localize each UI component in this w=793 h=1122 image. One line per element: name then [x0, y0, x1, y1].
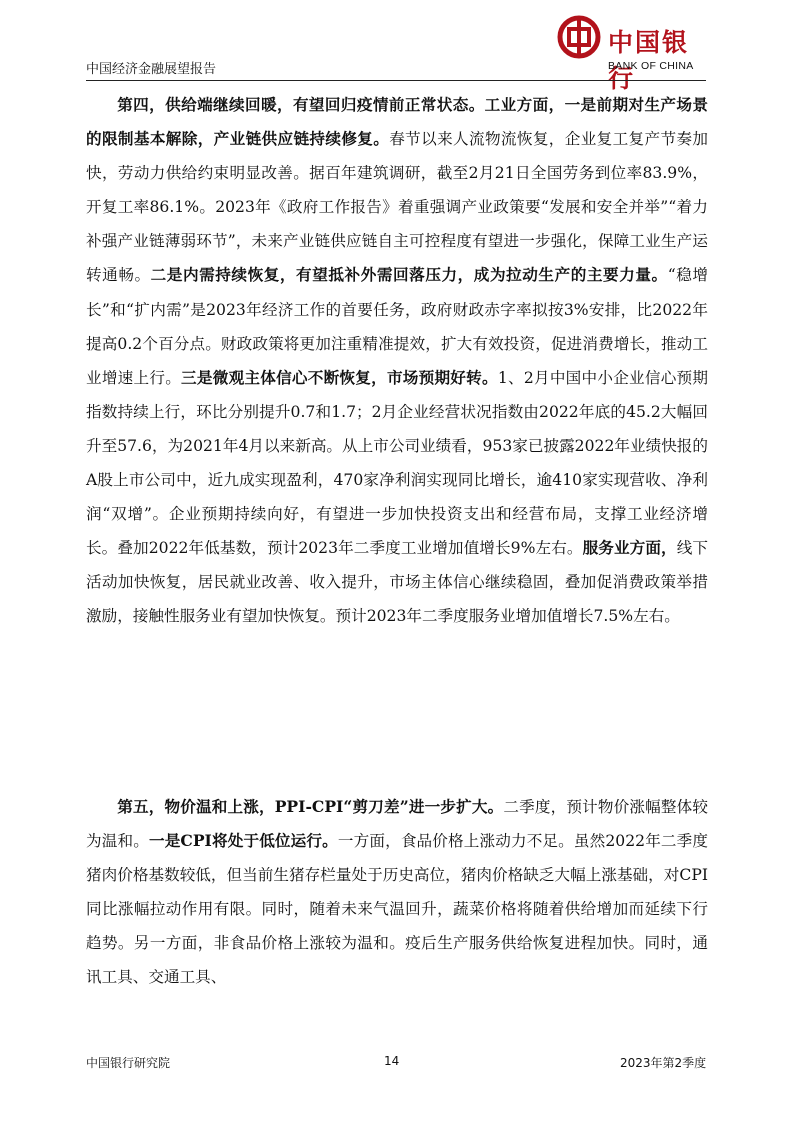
bank-logo [556, 14, 708, 93]
text-span: 线下活动加快恢复，居民就业改善、收入提升，市场主体信心继续稳固，叠加促消费政策举措激励，接触性服务业有望加快恢复。预计2023年二季度服务业增加值增长7.5%左右。 [86, 539, 708, 626]
report-title: 中国经济金融展望报告 [86, 62, 217, 77]
paragraph-prices [86, 790, 708, 995]
text-span: 1、2月中国中小企业信心预期指数持续上行，环比分别提升0.7和1.7；2月企业经营状况指数由2022年底的45.2大幅回升至57.6，为2021年4月以来新高。从上市公司业绩看，953家已披露2022年业绩快报的A股上市公司中，近九成实现盈利，470家净利润实现同比增长，逾410家实现营收、净利润“双增”。企业预期持续向好，有望进一步加快投资支出和经营布局，支撑工业经济增长。叠加2022年低基数，预计2023年二季度工业增加值增长9%左右。 [86, 368, 708, 558]
text-span-bold: 第五，物价温和上涨，PPI-CPI“剪刀差”进一步扩大。 [117, 797, 504, 816]
header-divider [86, 80, 706, 81]
bank-of-china-emblem-icon [556, 14, 602, 60]
text-span-bold: 二是内需持续恢复，有望抵补外需回落压力，成为拉动生产的主要力量。 [150, 265, 668, 285]
page-number: 14 [384, 1054, 400, 1068]
text-span-bold: 一是CPI将处于低位运行。 [148, 831, 338, 851]
text-span-bold: 三是微观主体信心不断恢复，市场预期好转。 [181, 367, 498, 387]
logo-english-name: BANK OF CHINA [608, 60, 694, 72]
text-span: 二季度，预计物价涨幅整体较为温和。 [86, 798, 708, 851]
logo-chinese-name: 中国银行 [608, 28, 690, 93]
text-span-bold: 服务业方面， [582, 538, 677, 558]
text-span: “稳增长”和“扩内需”是2023年经济工作的首要任务，政府财政赤字率拟按3%安排，比2022年提高0.2个百分点。财政政策将更加注重精准提效，扩大有效投资，促进消费增长，推动工业增速上行。 [86, 266, 708, 387]
paragraph-supply-side [86, 88, 708, 634]
footer-org: 中国银行研究院 [86, 1056, 171, 1070]
text-span-bold: 第四，供给端继续回暖，有望回归疫情前正常状态。工业方面，一是前期对生产场景的限制基本解除，产业链供应链持续修复。 [86, 95, 708, 149]
text-span: 春节以来人流物流恢复，企业复工复产节奏加快，劳动力供给约束明显改善。据百年建筑调研，截至2月21日全国劳务到位率83.9%，开复工率86.1%。2023年《政府工作报告》着重强调产业政策要“发展和安全并举”“着力补强产业链薄弱环节”，未来产业链供应链自主可控程度有望进一步强化，保障工业生产运转通畅。 [86, 130, 708, 285]
footer-period: 2023年第2季度 [620, 1056, 707, 1070]
text-span: 一方面，食品价格上涨动力不足。虽然2022年二季度猪肉价格基数较低，但当前生猪存栏量处于历史高位，猪肉价格缺乏大幅上涨基础，对CPI同比涨幅拉动作用有限。同时，随着未来气温回升，蔬菜价格将随着供给增加而延续下行趋势。另一方面，非食品价格上涨较为温和。疫后生产服务供给恢复进程加快。同时，通讯工具、交通工具、 [86, 832, 708, 987]
